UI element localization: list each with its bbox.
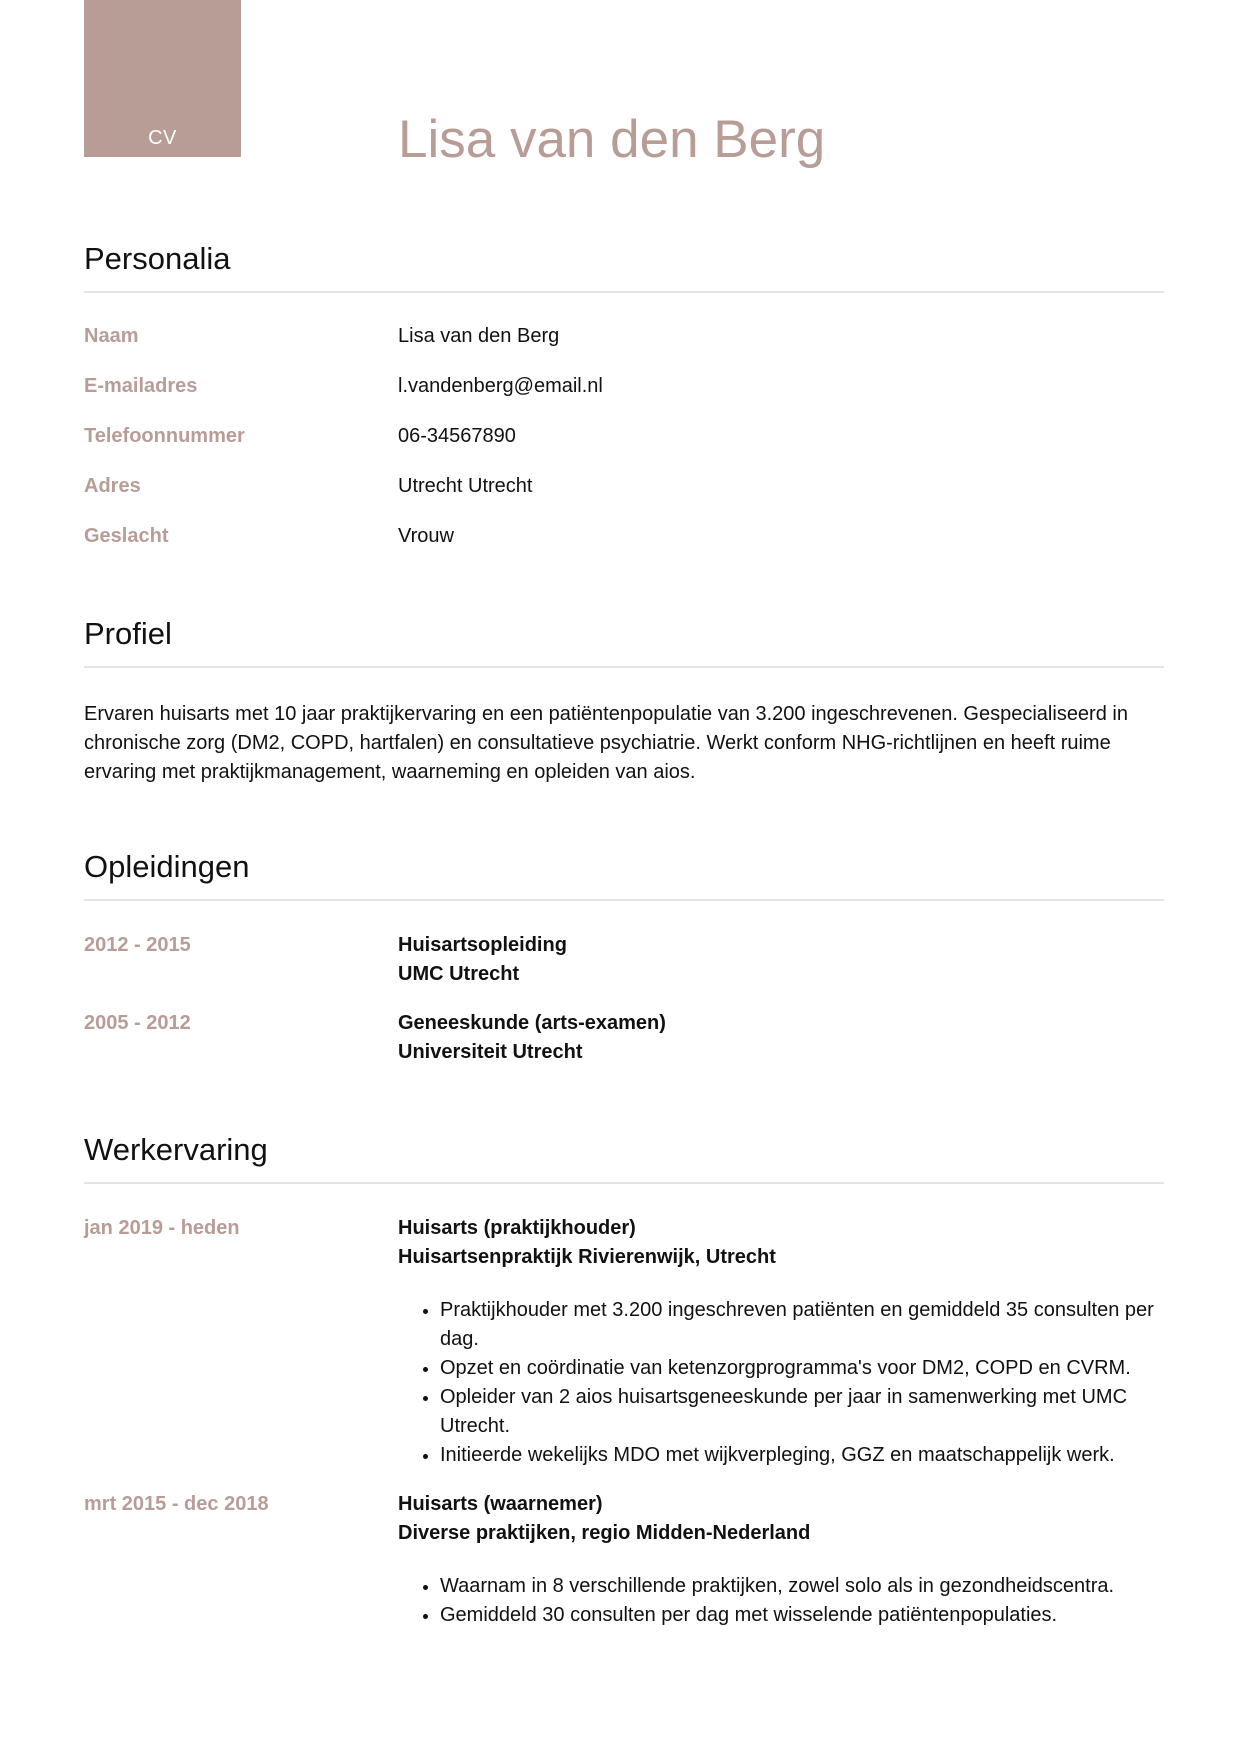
section-personalia	[84, 239, 1164, 575]
field-value: Utrecht Utrecht	[398, 475, 533, 497]
section-werkervaring	[84, 1130, 1164, 1630]
bullet-item: • Initieerde wekelijks MDO met wijkverpleging, GGZ en maatschappelijk werk.	[440, 1441, 1164, 1470]
divider	[84, 1182, 1164, 1184]
divider	[84, 666, 1164, 668]
field-row	[84, 325, 1164, 375]
experience-entry	[84, 1490, 1164, 1630]
field-row	[84, 425, 1164, 475]
bullet-item: • Opleider van 2 aios huisartsgeneeskunde per jaar in samenwerking met UMC Utrecht.	[440, 1383, 1164, 1441]
section-heading: Personalia	[84, 241, 231, 276]
entry-organization: Huisartsenpraktijk Rivierenwijk, Utrecht	[398, 1246, 776, 1268]
field-row	[84, 525, 1164, 575]
photo-placeholder	[84, 0, 241, 157]
bullet-item: • Praktijkhouder met 3.200 ingeschreven patiënten en gemiddeld 35 consulten per dag.	[440, 1296, 1164, 1354]
field-label: E-mailadres	[84, 375, 198, 397]
entry-period: jan 2019 - heden	[84, 1217, 240, 1239]
field-value: Vrouw	[398, 525, 454, 547]
section-heading: Werkervaring	[84, 1132, 268, 1167]
field-label: Naam	[84, 325, 139, 347]
entry-organization: Universiteit Utrecht	[398, 1041, 583, 1063]
section-profiel	[84, 614, 1164, 787]
field-value: 06-34567890	[398, 425, 516, 447]
page-title: Lisa van den Berg	[398, 110, 826, 169]
bullet-list	[398, 1296, 1164, 1470]
photo-label: CV	[148, 127, 177, 149]
field-label: Adres	[84, 475, 141, 497]
entry-organization: UMC Utrecht	[398, 963, 520, 985]
field-row	[84, 375, 1164, 425]
entry-period: 2012 - 2015	[84, 934, 191, 956]
section-opleidingen	[84, 847, 1164, 1067]
divider	[84, 291, 1164, 293]
entry-title: Huisarts (waarnemer)	[398, 1493, 603, 1515]
field-value: Lisa van den Berg	[398, 325, 560, 347]
field-label: Telefoonnummer	[84, 425, 245, 447]
section-heading: Profiel	[84, 616, 172, 651]
education-entry	[84, 931, 1164, 989]
entry-title: Geneeskunde (arts-examen)	[398, 1012, 666, 1034]
divider	[84, 899, 1164, 901]
bullet-list	[398, 1572, 1164, 1630]
bullet-item: • Gemiddeld 30 consulten per dag met wisselende patiëntenpopulaties.	[440, 1601, 1164, 1630]
entry-title: Huisarts (praktijkhouder)	[398, 1217, 636, 1239]
bullet-item: • Waarnam in 8 verschillende praktijken, zowel solo als in gezondheidscentra.	[440, 1572, 1164, 1601]
entry-period: 2005 - 2012	[84, 1012, 191, 1034]
bullet-item: • Opzet en coördinatie van ketenzorgprogramma's voor DM2, COPD en CVRM.	[440, 1354, 1164, 1383]
experience-entry	[84, 1214, 1164, 1470]
entry-title: Huisartsopleiding	[398, 934, 567, 956]
entry-organization: Diverse praktijken, regio Midden-Nederland	[398, 1522, 811, 1544]
field-row	[84, 475, 1164, 525]
entry-period: mrt 2015 - dec 2018	[84, 1493, 269, 1515]
profile-text: Ervaren huisarts met 10 jaar praktijkervaring en een patiëntenpopulatie van 3.200 ingeschrevenen. Gespecialiseerd in chronische zorg (DM2, COPD, hartfalen) en consultatieve psychiatrie. Werkt conform NHG-richtlijnen en heeft ruime ervaring met praktijkmanagement, waarneming en opleiden van aios.	[84, 703, 1128, 783]
field-value: l.vandenberg@email.nl	[398, 375, 603, 397]
education-entry	[84, 1009, 1164, 1067]
field-label: Geslacht	[84, 525, 169, 547]
section-heading: Opleidingen	[84, 849, 250, 884]
